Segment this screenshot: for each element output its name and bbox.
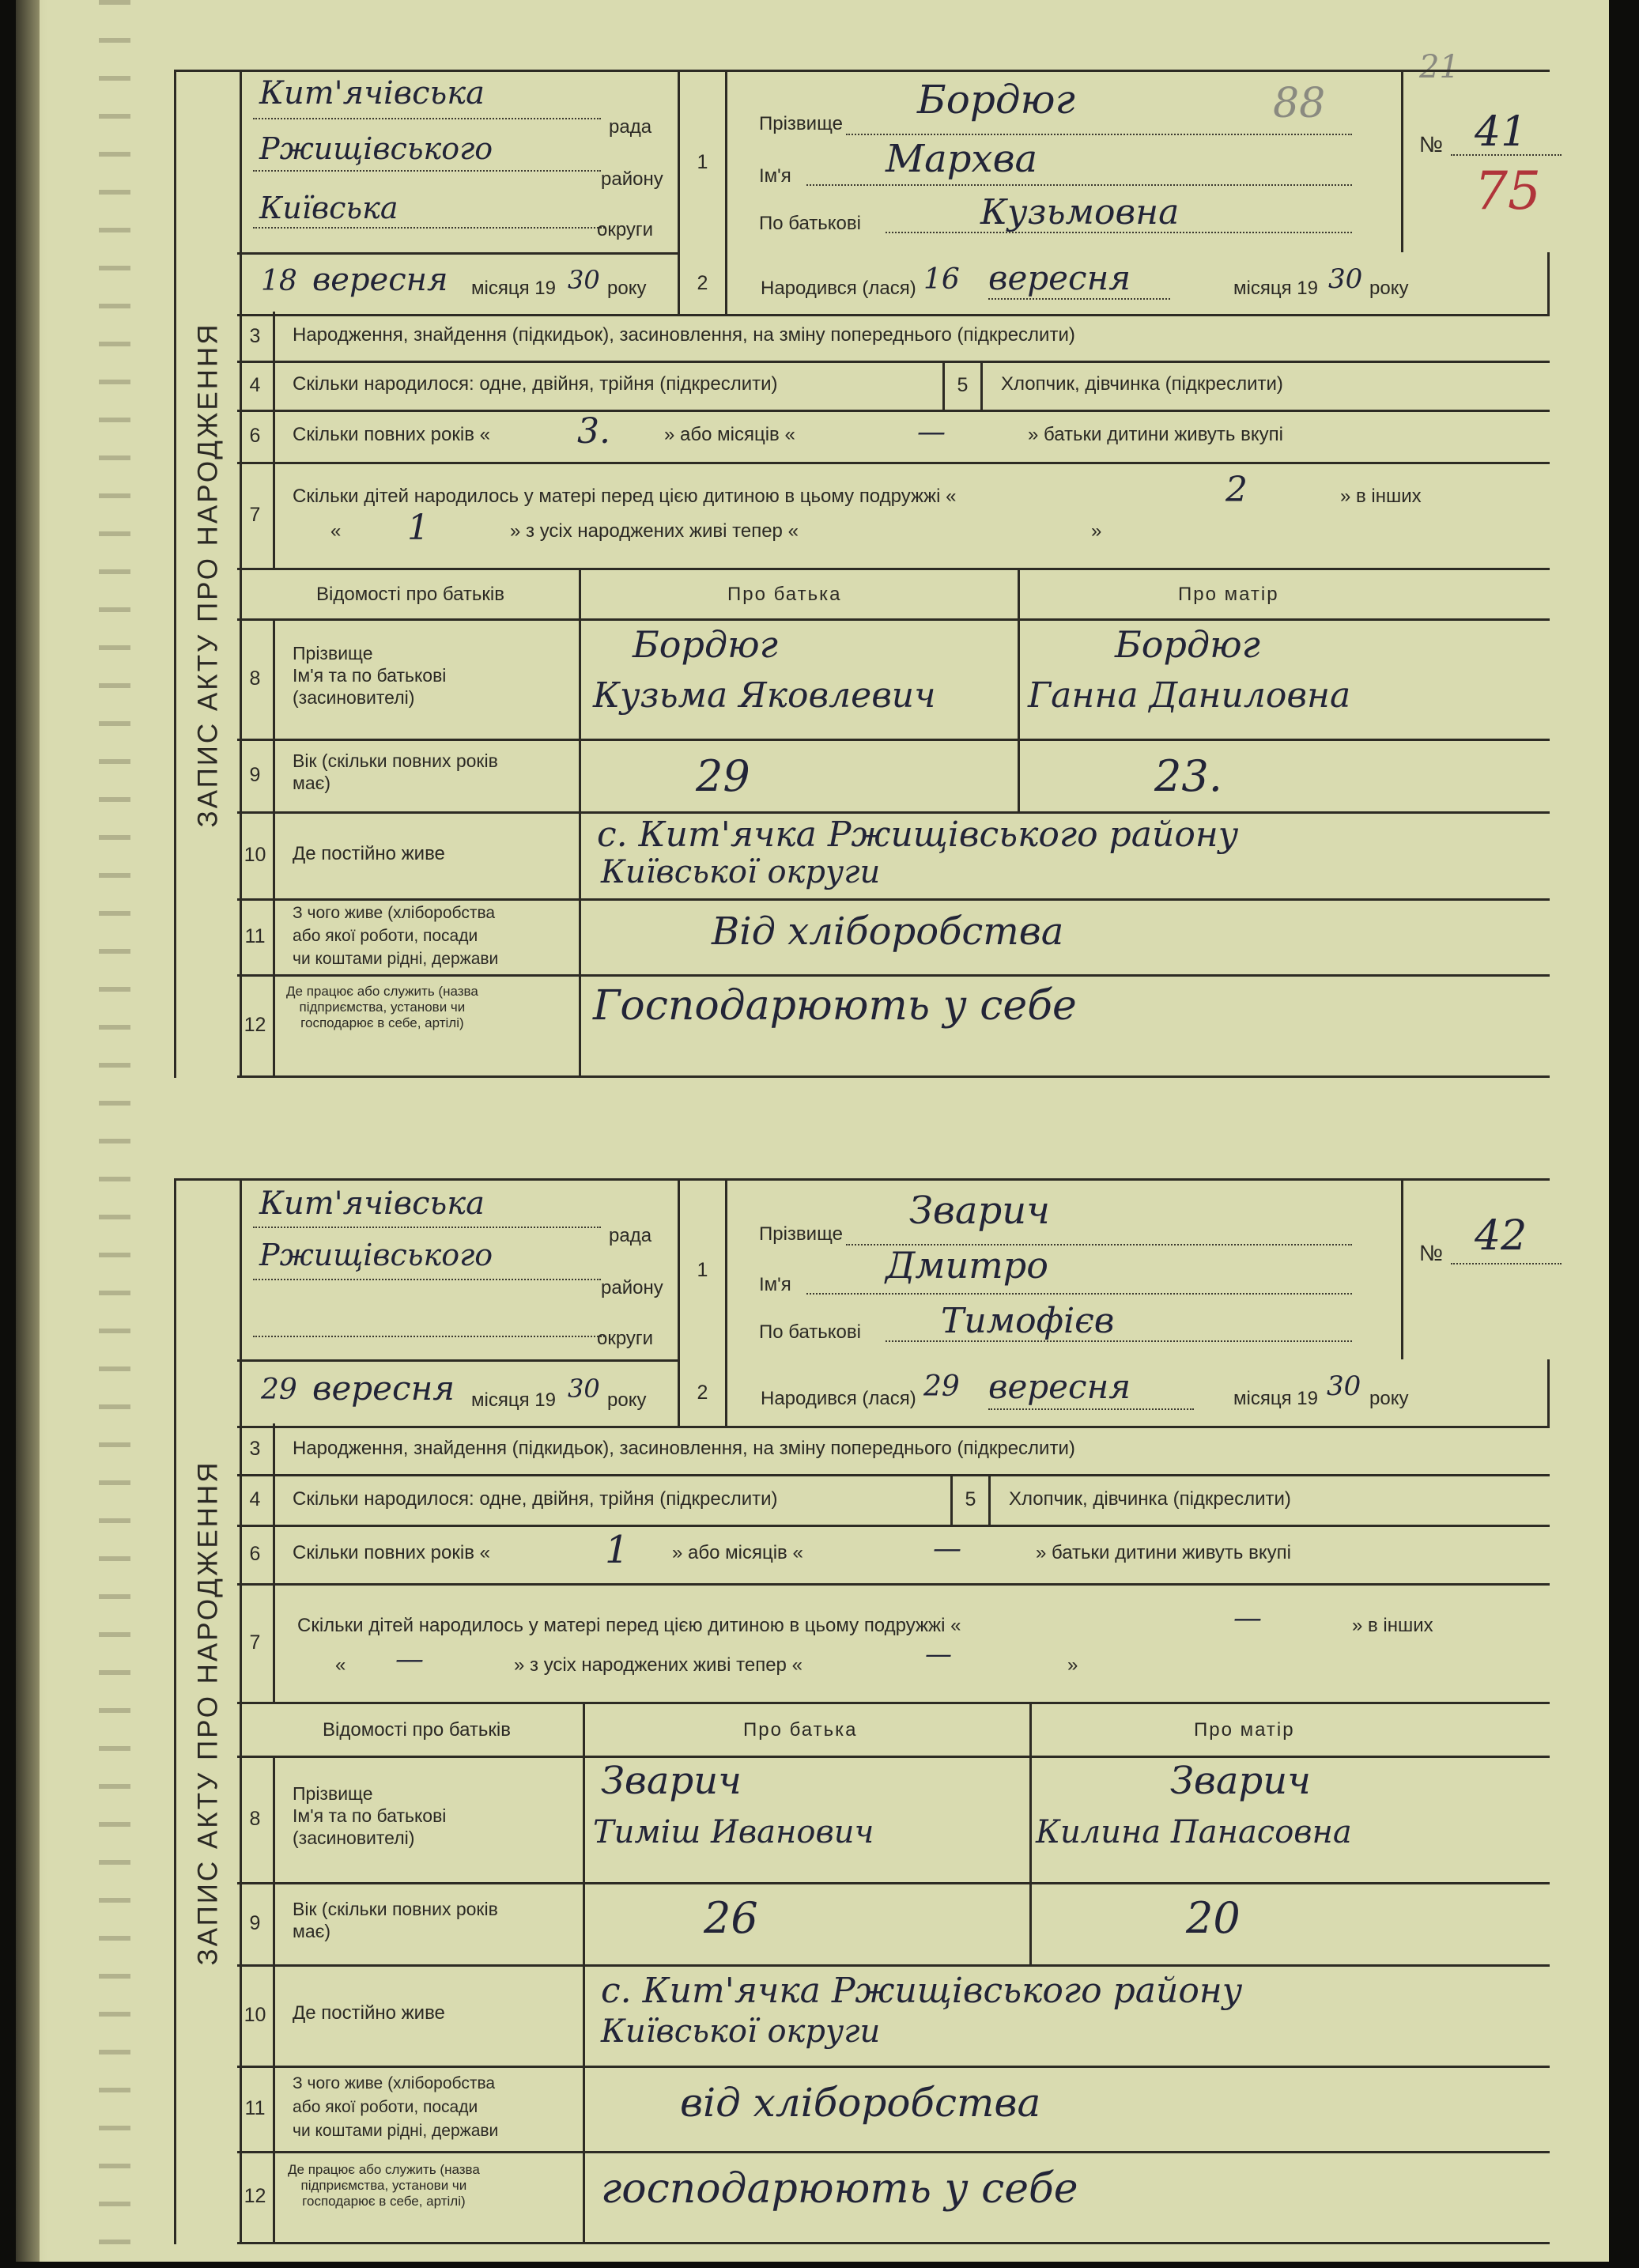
born-month-label: місяця 19 <box>1233 278 1318 299</box>
page-number: 21 <box>1419 49 1460 85</box>
binding-holes <box>99 0 130 2262</box>
row-11-income: 11 З чого живе (хліборобства або якої роботи, посади чи коштами рідні, держави Від хліборобства <box>237 898 1550 977</box>
surname-value: Бордюг <box>917 77 1075 123</box>
birth-date-cell: Народився (лася) 29 вересня місяця 19 30 року <box>727 1359 1550 1426</box>
number-value: 41 <box>1475 108 1528 156</box>
okrug-label: округи <box>597 219 654 240</box>
birth-record-form-2 <box>174 1178 1550 2242</box>
document-page <box>16 0 1609 2262</box>
patronymic-value: Кузьмовна <box>980 192 1180 232</box>
row-11-income: 11 З чого живе (хліборобства або якої роботи, посади чи коштами рідні, держави від хліборобства <box>237 2066 1550 2153</box>
row-6-years-together: 6 Скільки повних років « 3. » або місяців « — » батьки дитини живуть вкупі <box>237 410 1550 464</box>
form-vertical-title: ЗАПИС АКТУ ПРО НАРОДЖЕННЯ <box>174 1178 242 2244</box>
reg-month-label: місяця 19 <box>471 278 556 299</box>
number-label: № <box>1419 132 1444 157</box>
council-label: рада <box>609 116 652 138</box>
row-7-children: 7 Скільки дітей народилось у матері перед цією дитиною в цьому подружжі « 2 » в інших « 1 » з усіх народжених живі тепер « » <box>237 462 1550 570</box>
name-cell: Прізвище Зварич Ім'я Дмитро По батькові Тимофієв <box>727 1181 1403 1359</box>
row-10-residence: 10 Де постійно живе с. Кит'ячка Ржищівського району Київської округи <box>237 811 1550 901</box>
row-3-birth-type: 3 Народження, знайдення (підкидьок), засиновлення, на зміну попереднього (підкреслити) <box>237 312 1550 363</box>
registration-office-cell <box>237 72 680 314</box>
born-month: вересня <box>988 259 1131 297</box>
reg-year-label: року <box>607 278 647 299</box>
field-number-2: 2 <box>680 252 727 314</box>
parents-header-row: Відомості про батьків Про батька Про матір <box>237 568 1550 621</box>
name-cell <box>727 72 1403 252</box>
row-4-5-count-sex: 4 Скільки народилося: одне, двійня, трійня (підкреслити) 5 Хлопчик, дівчинка (підкреслити) <box>237 1474 1550 1527</box>
reg-month: вересня <box>312 262 448 298</box>
council-value: Кит'ячівська <box>259 75 485 112</box>
binding-spine <box>16 0 40 2262</box>
registration-office-cell: Кит'ячівська рада Ржищівського району округи 29 вересня місяця 19 30 року <box>237 1181 680 1426</box>
row-4-5-count-sex: 4 Скільки народилося: одне, двійня, трійня (підкреслити) 5 Хлопчик, дівчинка (підкреслити) <box>237 361 1550 412</box>
row-8-parent-names: 8 Прізвище Ім'я та по батькові (засиновителі) Зварич Тиміш Иванович Зварич Килина Панасовна <box>237 1756 1550 1884</box>
number-red-mark: 75 <box>1475 161 1541 221</box>
reg-day: 18 <box>261 265 297 297</box>
reg-year: 30 <box>568 265 600 295</box>
field-number-1: 1 <box>680 72 727 252</box>
name-value: Мархва <box>886 137 1038 181</box>
header-row: Кит'ячівська рада Ржищівського району округи 29 вересня місяця 19 30 року 1 2 Прізвище Зварич Ім'я Дмитро По батькові Тимофієв Народився (лася) 29 вересня місяця 19 30 року № 42 <box>237 1178 1550 1428</box>
row-10-residence: 10 Де постійно живе с. Кит'ячка Ржищівського району Київської округи <box>237 1964 1550 2068</box>
parents-header-row: Відомості про батьків Про батька Про матір <box>237 1702 1550 1758</box>
record-number-cell: № 42 <box>1403 1181 1550 1359</box>
header-row <box>237 70 1550 316</box>
row-12-workplace: 12 Де працює або служить (назва підприємства, установи чи господарює в себе, артілі) Господарюють у себе <box>237 974 1550 1078</box>
name-label: Ім'я <box>759 165 791 187</box>
born-year-label: року <box>1369 278 1409 299</box>
row-12-workplace: 12 Де працює або служить (назва підприємства, установи чи господарює в себе, артілі) господарюють у себе <box>237 2151 1550 2244</box>
born-label: Народився (лася) <box>761 278 916 299</box>
surname-pencil-note: 88 <box>1273 80 1326 127</box>
patronymic-label: По батькові <box>759 213 861 234</box>
district-value: Ржищівського <box>259 131 493 166</box>
row-6-years-together: 6 Скільки повних років « 1 » або місяців « — » батьки дитини живуть вкупі <box>237 1525 1550 1586</box>
row-9-parent-ages: 9 Вік (скільки повних років має) 29 23. <box>237 739 1550 814</box>
row-7-children: 7 Скільки дітей народилось у матері перед цією дитиною в цьому подружжі « — » в інших « — » з усіх народжених живі тепер « — » <box>237 1583 1550 1704</box>
birth-date-cell <box>727 252 1550 314</box>
born-year: 30 <box>1328 263 1363 295</box>
form-vertical-title: ЗАПИС АКТУ ПРО НАРОДЖЕННЯ <box>174 70 242 1078</box>
row-8-parent-names: 8 Прізвище Ім'я та по батькові (засиновителі) Бордюг Кузьма Яковлевич Бордюг Ганна Даниловна <box>237 618 1550 741</box>
surname-label: Прізвище <box>759 113 843 134</box>
district-label: району <box>601 168 663 190</box>
okrug-value: Київська <box>259 191 398 225</box>
row-9-parent-ages: 9 Вік (скільки повних років має) 26 20 <box>237 1882 1550 1967</box>
row-3-birth-type: 3 Народження, знайдення (підкидьок), засиновлення, на зміну попереднього (підкреслити) <box>237 1423 1550 1476</box>
birth-record-form-1 <box>174 70 1550 1075</box>
record-number-cell <box>1403 72 1550 252</box>
born-day: 16 <box>923 263 960 296</box>
